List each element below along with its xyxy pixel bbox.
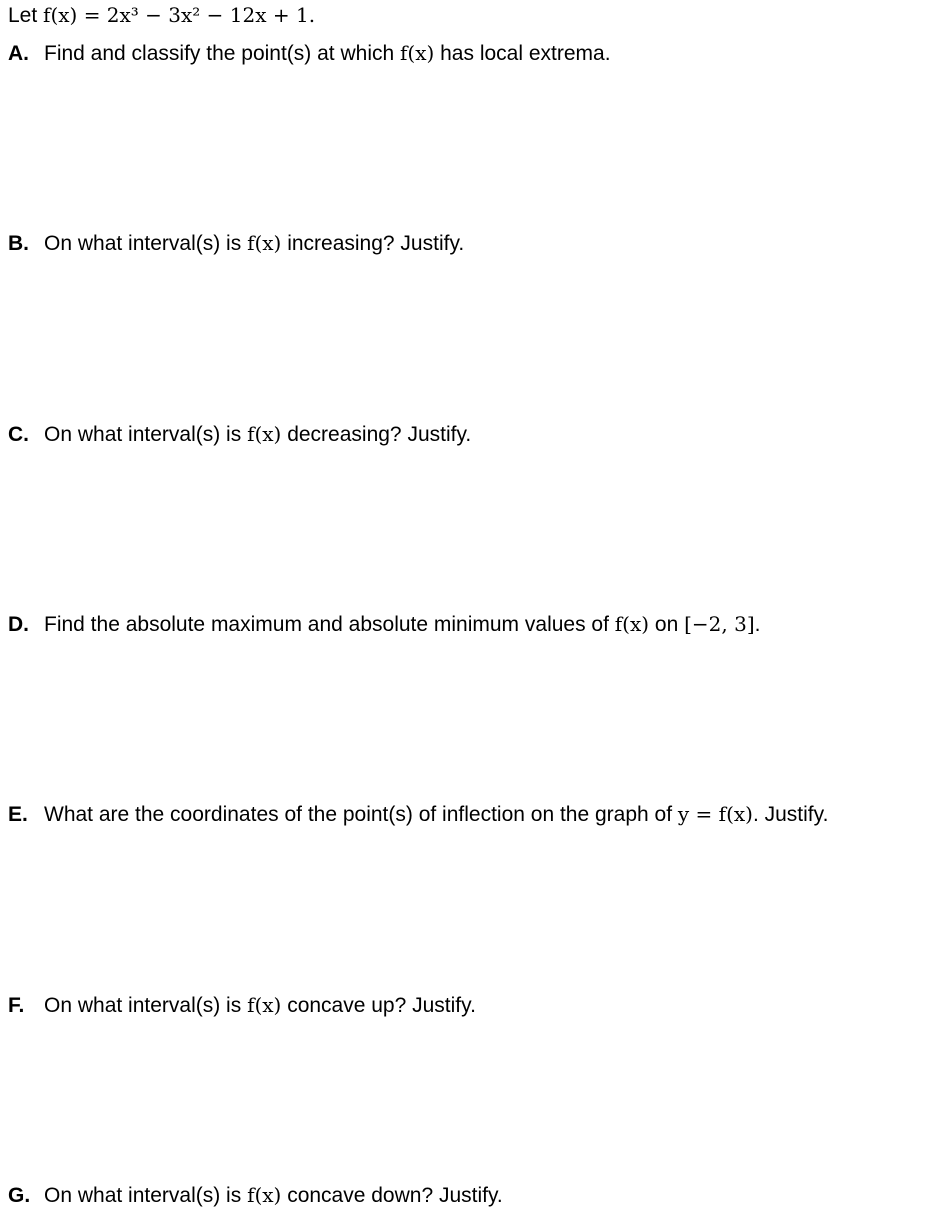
question-text: increasing? Justify.	[281, 232, 465, 255]
question-b	[8, 230, 464, 257]
question-text: . Justify.	[752, 803, 829, 826]
question-g	[8, 1182, 503, 1209]
question-letter: D.	[8, 613, 29, 636]
math-expression: y = f(x)	[677, 802, 753, 826]
question-e	[8, 801, 828, 828]
question-text: Find and classify the point(s) at which	[44, 42, 400, 65]
question-c	[8, 421, 471, 448]
question-text: On what interval(s) is	[44, 1184, 248, 1207]
question-a	[8, 40, 611, 67]
question-text: has local extrema.	[434, 42, 611, 65]
question-text: On what interval(s) is	[44, 423, 248, 446]
math-expression: f(x)	[247, 993, 282, 1017]
question-text: concave up? Justify.	[281, 994, 476, 1017]
question-text: Find the absolute maximum and absolute minimum values of	[44, 613, 615, 636]
question-d	[8, 611, 760, 638]
math-expression: f(x)	[400, 41, 435, 65]
question-text: What are the coordinates of the point(s) of inflection on the graph of	[44, 803, 678, 826]
question-text: concave down? Justify.	[281, 1184, 503, 1207]
question-letter: E.	[8, 803, 28, 826]
question-text: On what interval(s) is	[44, 232, 248, 255]
question-letter: A.	[8, 42, 29, 65]
question-letter: G.	[8, 1184, 31, 1207]
question-text: On what interval(s) is	[44, 994, 248, 1017]
question-letter: F.	[8, 994, 25, 1017]
intro-prefix: Let	[8, 4, 38, 27]
question-letter: B.	[8, 232, 29, 255]
math-expression: f(x)	[614, 612, 650, 636]
question-text: decreasing? Justify.	[281, 423, 472, 446]
math-expression: f(x)	[247, 231, 282, 255]
math-expression: f(x)	[247, 1183, 282, 1207]
question-f	[8, 992, 476, 1019]
math-expression: f(x)	[247, 422, 282, 446]
function-definition: f(x) = 2x³ − 3x² − 12x + 1.	[43, 3, 316, 27]
question-text: on	[649, 613, 685, 636]
interval-expression: [−2, 3]	[684, 612, 755, 636]
intro-line	[8, 2, 315, 29]
question-text: .	[754, 613, 761, 636]
question-letter: C.	[8, 423, 29, 446]
